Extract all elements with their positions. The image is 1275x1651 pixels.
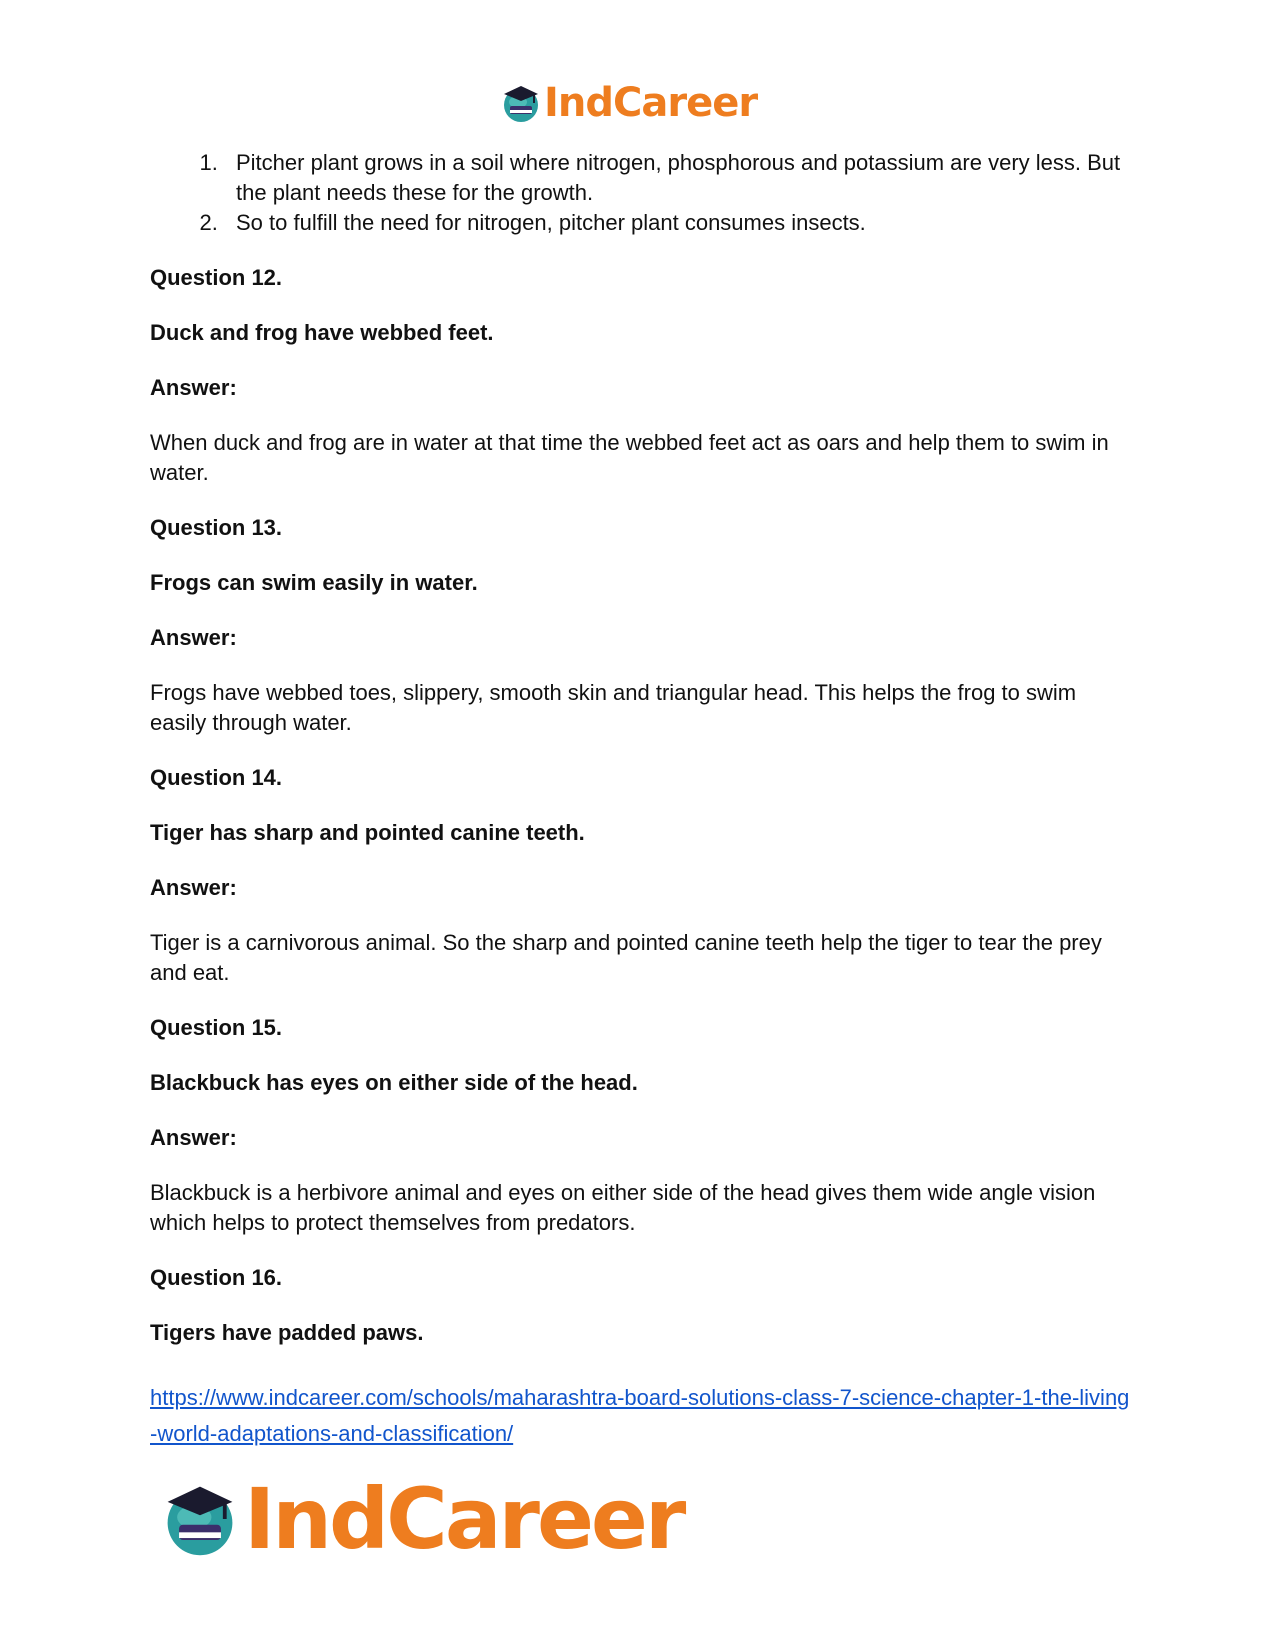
question-text: Frogs can swim easily in water.	[150, 570, 478, 595]
footer-logo	[160, 1470, 683, 1568]
globe-graduate-icon	[160, 1479, 240, 1559]
question-block-16	[150, 1263, 1130, 1348]
question-text: Blackbuck has eyes on either side of the head.	[150, 1070, 638, 1095]
answer-text: Tiger is a carnivorous animal. So the sharp and pointed canine teeth help the tiger to tear the prey and eat.	[150, 930, 1102, 985]
source-link[interactable]: https://www.indcareer.com/schools/maharashtra-board-solutions-class-7-science-chapter-1-the-living-world-adaptations-and-classification/	[150, 1385, 1130, 1446]
question-block-12	[150, 263, 1130, 488]
globe-graduate-icon	[500, 82, 542, 124]
intro-list	[150, 148, 1130, 238]
answer-label: Answer:	[150, 1125, 237, 1150]
logo-text: IndCareer	[244, 1470, 684, 1568]
question-text: Duck and frog have webbed feet.	[150, 320, 494, 345]
question-text: Tiger has sharp and pointed canine teeth.	[150, 820, 585, 845]
list-item: 1. Pitcher plant grows in a soil where nitrogen, phosphorous and potassium are very less. But the plant needs these for the growth.	[224, 148, 1130, 208]
question-number: Question 15.	[150, 1015, 283, 1040]
answer-label: Answer:	[150, 875, 237, 900]
question-number: Question 16.	[150, 1265, 283, 1290]
answer-label: Answer:	[150, 375, 237, 400]
question-number: Question 14.	[150, 765, 283, 790]
list-item: 2. So to fulfill the need for nitrogen, pitcher plant consumes insects.	[224, 208, 1130, 238]
logo-text: IndCareer	[544, 80, 758, 126]
document-body	[150, 148, 1130, 1348]
question-block-14	[150, 763, 1130, 988]
question-number: Question 13.	[150, 515, 283, 540]
question-number: Question 12.	[150, 265, 283, 290]
header-logo	[500, 80, 757, 126]
answer-text: Blackbuck is a herbivore animal and eyes on either side of the head gives them wide angle vision which helps to protect themselves from predators.	[150, 1180, 1096, 1235]
question-block-15	[150, 1013, 1130, 1238]
answer-text: Frogs have webbed toes, slippery, smooth skin and triangular head. This helps the frog to swim easily through water.	[150, 680, 1077, 735]
answer-text: When duck and frog are in water at that time the webbed feet act as oars and help them to swim in water.	[150, 430, 1109, 485]
answer-label: Answer:	[150, 625, 237, 650]
question-text: Tigers have padded paws.	[150, 1320, 424, 1345]
question-block-13	[150, 513, 1130, 738]
